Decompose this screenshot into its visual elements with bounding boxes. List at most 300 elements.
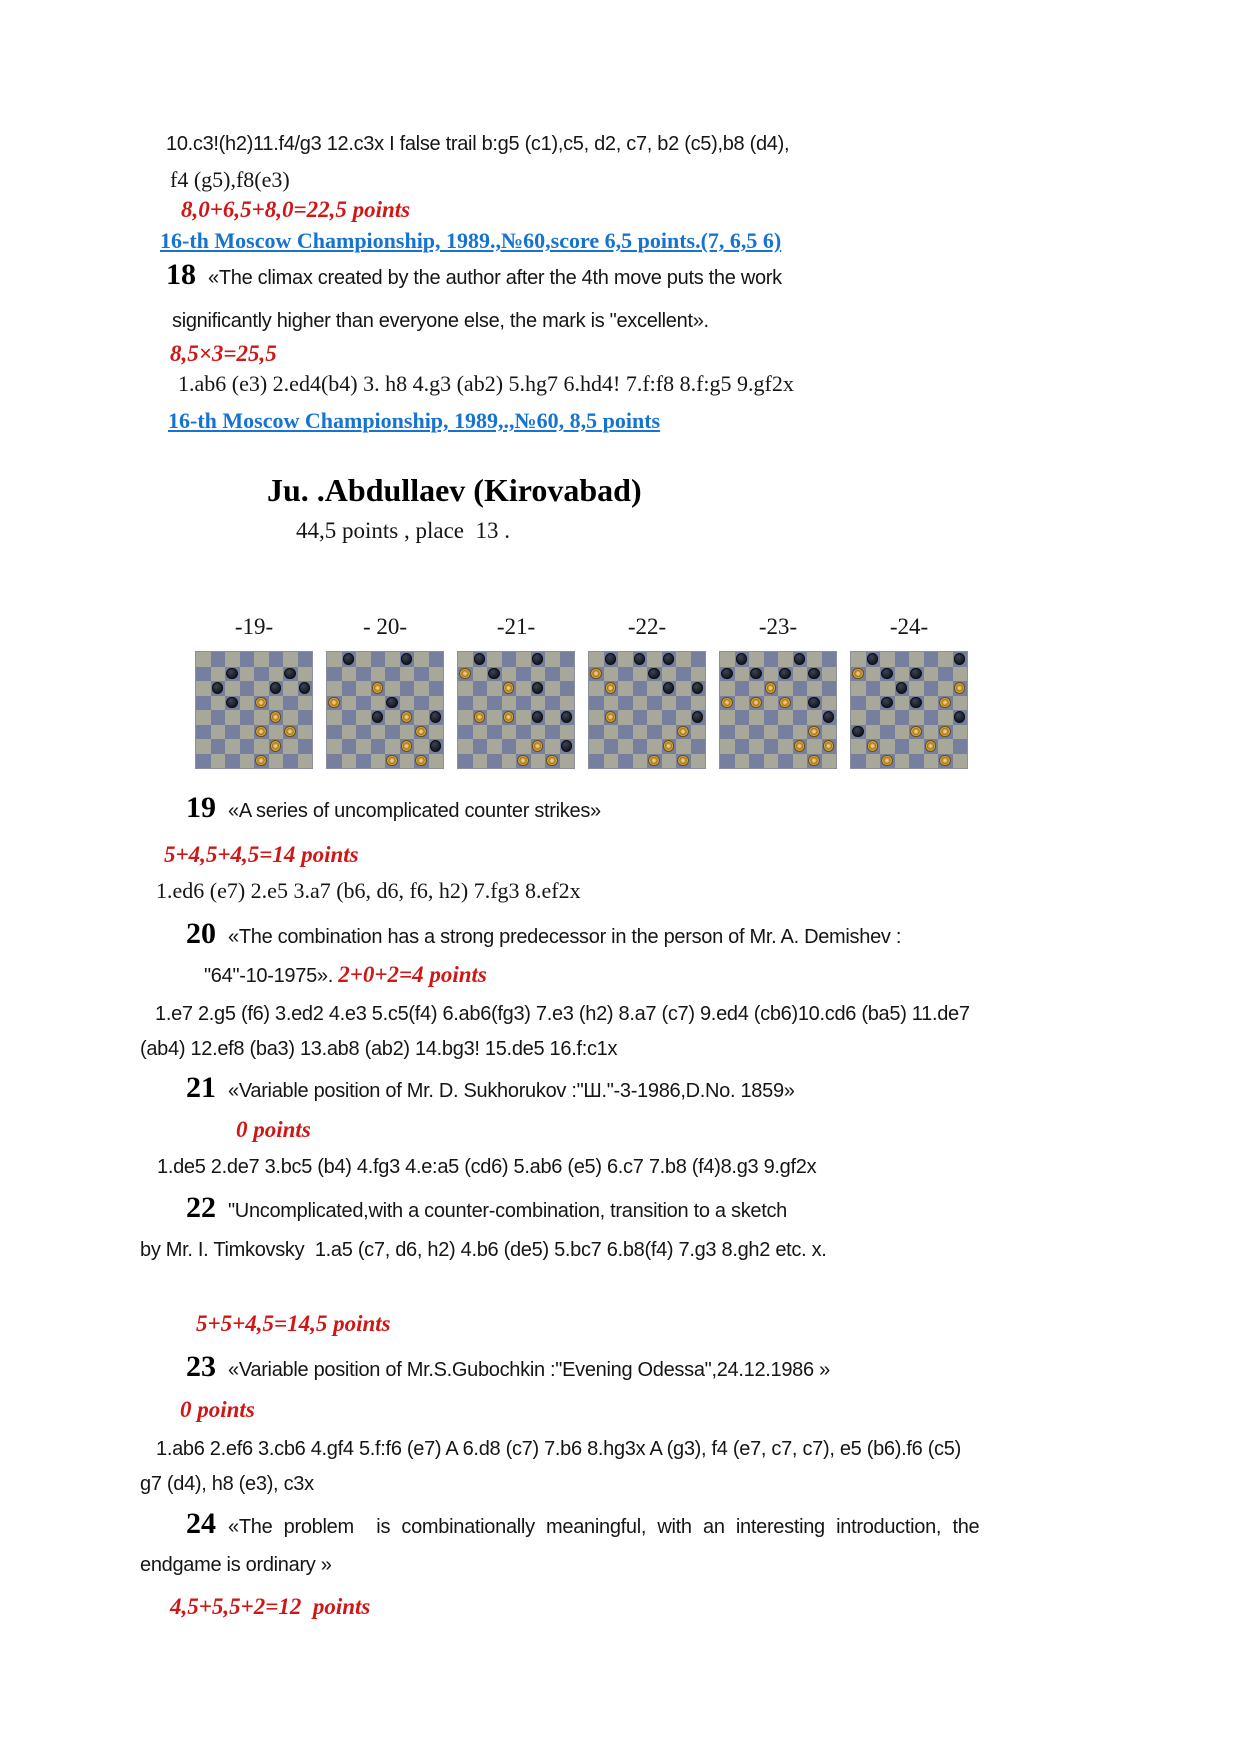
board-square: [909, 681, 924, 696]
board-square: [211, 754, 226, 769]
board-square: [720, 739, 735, 754]
board-square: [618, 681, 633, 696]
board-square: [225, 710, 240, 725]
board-square: [749, 739, 764, 754]
entry-20-moves1: 1.e7 2.g5 (f6) 3.ed2 4.e3 5.c5(f4) 6.ab6(fg3) 7.e3 (h2) 8.a7 (c7) 9.ed4 (cb6)10.cd6 (ba5) 11.de7: [155, 1003, 970, 1025]
board-square: [560, 725, 575, 740]
diagram-label-21: -21-: [496, 614, 536, 639]
entry-23-heading: «Variable position of Mr.S.Gubochkin :"Evening Odessa",24.12.1986 »: [228, 1359, 830, 1381]
board-square: [647, 739, 662, 754]
board-square: [211, 667, 226, 682]
board-square: [851, 652, 866, 667]
board-square: [924, 652, 939, 667]
board-square: [633, 710, 648, 725]
board-square: [516, 696, 531, 711]
board-square: [560, 696, 575, 711]
board-square: [196, 681, 211, 696]
board-square: [793, 681, 808, 696]
board-square: [589, 696, 604, 711]
board-square: [662, 725, 677, 740]
board-square: [254, 710, 269, 725]
board-square: [356, 754, 371, 769]
board-square: [793, 754, 808, 769]
board-square: [589, 652, 604, 667]
entry-22-heading: "Uncomplicated,with a counter-combination, transition to a sketch: [228, 1200, 787, 1222]
board-square: [909, 652, 924, 667]
board-square: [953, 754, 968, 769]
board-square: [880, 710, 895, 725]
board-square: [851, 710, 866, 725]
entry-20-heading: «The combination has a strong predecessor in the person of Mr. A. Demishev :: [228, 926, 902, 948]
board-square: [764, 710, 779, 725]
board-square: [720, 681, 735, 696]
board-square: [807, 652, 822, 667]
board-square: [924, 754, 939, 769]
board-square: [531, 667, 546, 682]
checkers-diagram-21: [458, 652, 574, 768]
board-square: [633, 739, 648, 754]
entry-18-moves: 1.ab6 (e3) 2.ed4(b4) 3. h8 4.g3 (ab2) 5.hg7 6.hd4! 7.f:f8 8.f:g5 9.gf2x: [178, 371, 794, 396]
board-square: [225, 652, 240, 667]
checkers-diagram-19: [196, 652, 312, 768]
entry-21-moves: 1.de5 2.de7 3.bc5 (b4) 4.fg3 4.e:a5 (cd6) 5.ab6 (e5) 6.c7 7.b8 (f4)8.g3 9.gf2x: [157, 1156, 817, 1178]
board-square: [618, 652, 633, 667]
board-square: [429, 667, 444, 682]
board-square: [211, 652, 226, 667]
diagram-label-24: -24-: [889, 614, 929, 639]
board-square: [895, 739, 910, 754]
board-square: [298, 667, 313, 682]
board-square: [778, 652, 793, 667]
board-square: [866, 696, 881, 711]
board-square: [764, 739, 779, 754]
board-square: [269, 754, 284, 769]
board-square: [720, 652, 735, 667]
board-square: [327, 754, 342, 769]
board-square: [589, 710, 604, 725]
board-square: [283, 739, 298, 754]
board-square: [764, 652, 779, 667]
entry-20-header: [186, 917, 901, 952]
board-square: [633, 725, 648, 740]
entry-23-number: 23: [186, 1350, 216, 1383]
board-square: [749, 710, 764, 725]
board-square: [385, 710, 400, 725]
board-square: [516, 652, 531, 667]
board-square: [356, 667, 371, 682]
board-square: [560, 681, 575, 696]
board-square: [458, 652, 473, 667]
board-square: [735, 681, 750, 696]
board-square: [414, 696, 429, 711]
board-square: [487, 754, 502, 769]
board-square: [327, 681, 342, 696]
entry-18-quote2: significantly higher than everyone else, the mark is "excellent».: [172, 310, 709, 332]
board-square: [764, 696, 779, 711]
board-square: [691, 725, 706, 740]
championship-link-2[interactable]: 16-th Moscow Championship, 1989,.,№60, 8,5 points: [168, 408, 661, 433]
checkers-diagram-23: [720, 652, 836, 768]
entry-24-points: 4,5+5,5+2=12 points: [170, 1594, 371, 1619]
board-square: [589, 739, 604, 754]
board-square: [924, 681, 939, 696]
board-square: [516, 725, 531, 740]
board-square: [604, 696, 619, 711]
board-square: [283, 754, 298, 769]
board-square: [764, 754, 779, 769]
board-square: [604, 754, 619, 769]
board-square: [618, 725, 633, 740]
board-square: [429, 681, 444, 696]
board-square: [720, 754, 735, 769]
board-square: [764, 725, 779, 740]
board-square: [240, 696, 255, 711]
board-square: [604, 725, 619, 740]
board-square: [371, 696, 386, 711]
board-square: [473, 696, 488, 711]
entry-24-number: 24: [186, 1507, 216, 1540]
board-square: [458, 739, 473, 754]
board-square: [458, 710, 473, 725]
board-square: [778, 725, 793, 740]
board-square: [502, 696, 517, 711]
board-square: [473, 739, 488, 754]
board-square: [851, 681, 866, 696]
board-square: [487, 681, 502, 696]
board-square: [196, 696, 211, 711]
board-square: [647, 696, 662, 711]
board-square: [618, 667, 633, 682]
board-square: [676, 739, 691, 754]
board-square: [866, 725, 881, 740]
board-square: [822, 667, 837, 682]
board-square: [254, 739, 269, 754]
board-square: [676, 696, 691, 711]
board-square: [240, 739, 255, 754]
board-square: [866, 667, 881, 682]
board-square: [298, 696, 313, 711]
entry-20-points: 2+0+2=4 points: [338, 962, 487, 987]
board-square: [429, 652, 444, 667]
board-square: [211, 710, 226, 725]
board-square: [516, 739, 531, 754]
board-square: [385, 725, 400, 740]
board-square: [327, 667, 342, 682]
board-square: [807, 710, 822, 725]
board-square: [793, 710, 808, 725]
board-square: [560, 652, 575, 667]
board-square: [269, 696, 284, 711]
board-square: [240, 652, 255, 667]
board-square: [225, 681, 240, 696]
diagram-label-22: -22-: [627, 614, 667, 639]
board-square: [473, 681, 488, 696]
board-square: [283, 710, 298, 725]
board-square: [647, 681, 662, 696]
board-square: [342, 667, 357, 682]
entry-19-moves: 1.ed6 (e7) 2.e5 3.a7 (b6, d6, f6, h2) 7.fg3 8.ef2x: [156, 878, 581, 903]
board-square: [749, 652, 764, 667]
board-square: [735, 710, 750, 725]
diagram-label-19: -19-: [234, 614, 274, 639]
board-square: [880, 652, 895, 667]
board-square: [691, 754, 706, 769]
entry-20-number: 20: [186, 917, 216, 950]
board-square: [662, 667, 677, 682]
board-square: [269, 652, 284, 667]
board-square: [604, 739, 619, 754]
board-square: [356, 710, 371, 725]
board-square: [254, 681, 269, 696]
checkers-diagram-24: [851, 652, 967, 768]
board-square: [545, 667, 560, 682]
board-square: [225, 725, 240, 740]
entry-23-header: [186, 1350, 830, 1385]
board-square: [778, 681, 793, 696]
board-square: [240, 667, 255, 682]
board-square: [196, 725, 211, 740]
board-square: [909, 739, 924, 754]
board-square: [647, 652, 662, 667]
board-square: [342, 696, 357, 711]
entry-20-source: "64"-10-1975».: [204, 965, 339, 987]
board-square: [793, 696, 808, 711]
entry-20-subline: [204, 962, 487, 988]
board-square: [414, 681, 429, 696]
entry-21-points: 0 points: [236, 1117, 311, 1142]
board-square: [487, 739, 502, 754]
entry-22-number: 22: [186, 1191, 216, 1224]
board-square: [473, 725, 488, 740]
board-square: [807, 681, 822, 696]
board-square: [531, 754, 546, 769]
board-square: [895, 652, 910, 667]
board-square: [938, 667, 953, 682]
board-square: [851, 754, 866, 769]
entry-22-points: 5+5+4,5=14,5 points: [196, 1311, 391, 1336]
board-square: [298, 754, 313, 769]
checkers-diagram-22: [589, 652, 705, 768]
board-square: [735, 725, 750, 740]
board-square: [385, 681, 400, 696]
board-square: [487, 652, 502, 667]
board-square: [371, 739, 386, 754]
entry-21-header: [186, 1071, 795, 1106]
board-square: [545, 696, 560, 711]
board-square: [807, 739, 822, 754]
board-square: [691, 667, 706, 682]
board-square: [196, 652, 211, 667]
board-square: [385, 652, 400, 667]
board-square: [327, 710, 342, 725]
board-square: [298, 652, 313, 667]
board-square: [938, 710, 953, 725]
board-square: [283, 681, 298, 696]
intro-moves-line2: f4 (g5),f8(e3): [170, 167, 290, 192]
author-name-heading: Ju. .Abdullaev (Kirovabad): [267, 472, 642, 508]
board-square: [778, 739, 793, 754]
board-square: [924, 710, 939, 725]
board-square: [633, 681, 648, 696]
board-square: [283, 652, 298, 667]
board-square: [516, 667, 531, 682]
board-square: [196, 739, 211, 754]
board-square: [240, 754, 255, 769]
board-square: [371, 754, 386, 769]
board-square: [924, 725, 939, 740]
entry-23-points: 0 points: [180, 1397, 255, 1422]
board-square: [196, 710, 211, 725]
board-square: [385, 667, 400, 682]
board-square: [327, 652, 342, 667]
board-square: [400, 725, 415, 740]
board-square: [895, 754, 910, 769]
entry-23-moves2: g7 (d4), h8 (e3), c3x: [140, 1473, 314, 1495]
board-square: [560, 754, 575, 769]
board-square: [953, 667, 968, 682]
board-square: [298, 725, 313, 740]
board-square: [909, 710, 924, 725]
board-square: [924, 667, 939, 682]
entry-19-number: 19: [186, 791, 216, 824]
board-square: [909, 754, 924, 769]
board-square: [356, 739, 371, 754]
board-square: [502, 652, 517, 667]
board-square: [822, 696, 837, 711]
board-square: [589, 725, 604, 740]
board-square: [895, 667, 910, 682]
board-square: [342, 710, 357, 725]
championship-link-1[interactable]: 16-th Moscow Championship, 1989.,№60,score 6,5 points.(7, 6,5 6): [160, 228, 782, 253]
board-square: [502, 667, 517, 682]
board-square: [371, 652, 386, 667]
board-square: [749, 725, 764, 740]
board-square: [225, 754, 240, 769]
board-square: [516, 681, 531, 696]
board-square: [589, 681, 604, 696]
board-square: [254, 667, 269, 682]
board-square: [356, 652, 371, 667]
board-square: [822, 681, 837, 696]
board-square: [458, 754, 473, 769]
board-square: [211, 739, 226, 754]
board-square: [953, 739, 968, 754]
board-square: [414, 710, 429, 725]
board-square: [735, 667, 750, 682]
board-square: [400, 681, 415, 696]
entry-23-moves1: 1.ab6 2.ef6 3.cb6 4.gf4 5.f:f6 (e7) A 6.d8 (c7) 7.b6 8.hg3x A (g3), f4 (e7, c7, c7), e5 (b6).f6 (c5): [156, 1438, 961, 1460]
board-square: [735, 754, 750, 769]
board-square: [662, 696, 677, 711]
board-square: [269, 667, 284, 682]
board-square: [778, 710, 793, 725]
author-score: 44,5 points , place 13 .: [296, 518, 510, 543]
board-square: [356, 681, 371, 696]
board-square: [618, 754, 633, 769]
board-square: [531, 696, 546, 711]
board-square: [604, 667, 619, 682]
board-square: [691, 652, 706, 667]
board-square: [473, 754, 488, 769]
board-square: [487, 696, 502, 711]
board-square: [866, 754, 881, 769]
board-square: [502, 754, 517, 769]
board-square: [211, 696, 226, 711]
board-square: [240, 725, 255, 740]
board-square: [502, 725, 517, 740]
board-square: [429, 696, 444, 711]
board-square: [342, 754, 357, 769]
board-square: [676, 681, 691, 696]
board-square: [720, 710, 735, 725]
entry-21-number: 21: [186, 1071, 216, 1104]
board-square: [211, 725, 226, 740]
board-square: [895, 696, 910, 711]
board-square: [516, 710, 531, 725]
board-square: [545, 681, 560, 696]
board-square: [298, 710, 313, 725]
board-square: [749, 754, 764, 769]
entry-18-header: [166, 258, 782, 293]
board-square: [502, 739, 517, 754]
entry-22-header: [186, 1191, 787, 1226]
board-square: [735, 696, 750, 711]
board-square: [400, 754, 415, 769]
board-square: [487, 710, 502, 725]
board-square: [240, 710, 255, 725]
intro-points: 8,0+6,5+8,0=22,5 points: [181, 197, 411, 222]
board-square: [545, 652, 560, 667]
board-square: [196, 754, 211, 769]
board-square: [269, 725, 284, 740]
board-square: [414, 667, 429, 682]
board-square: [938, 681, 953, 696]
board-square: [647, 725, 662, 740]
board-square: [385, 739, 400, 754]
board-square: [429, 754, 444, 769]
board-square: [953, 725, 968, 740]
board-square: [633, 667, 648, 682]
board-square: [953, 696, 968, 711]
board-square: [327, 725, 342, 740]
board-square: [618, 696, 633, 711]
board-square: [283, 696, 298, 711]
entry-24-header: [186, 1507, 979, 1542]
board-square: [458, 696, 473, 711]
entry-24-heading: «The problem is combinationally meaningful, with an interesting introduction, the: [228, 1516, 980, 1538]
board-square: [327, 739, 342, 754]
board-square: [429, 725, 444, 740]
board-square: [851, 739, 866, 754]
board-square: [662, 710, 677, 725]
board-square: [458, 725, 473, 740]
board-square: [371, 667, 386, 682]
board-square: [793, 667, 808, 682]
board-square: [254, 652, 269, 667]
board-square: [473, 667, 488, 682]
entry-21-heading: «Variable position of Mr. D. Sukhorukov :"Ш."-3-1986,D.No. 1859»: [228, 1080, 795, 1102]
board-square: [735, 739, 750, 754]
board-square: [938, 739, 953, 754]
board-square: [400, 696, 415, 711]
board-square: [676, 667, 691, 682]
board-square: [371, 725, 386, 740]
board-square: [342, 739, 357, 754]
board-square: [545, 739, 560, 754]
entry-18-points: 8,5×3=25,5: [170, 341, 277, 366]
board-square: [487, 725, 502, 740]
board-square: [938, 652, 953, 667]
